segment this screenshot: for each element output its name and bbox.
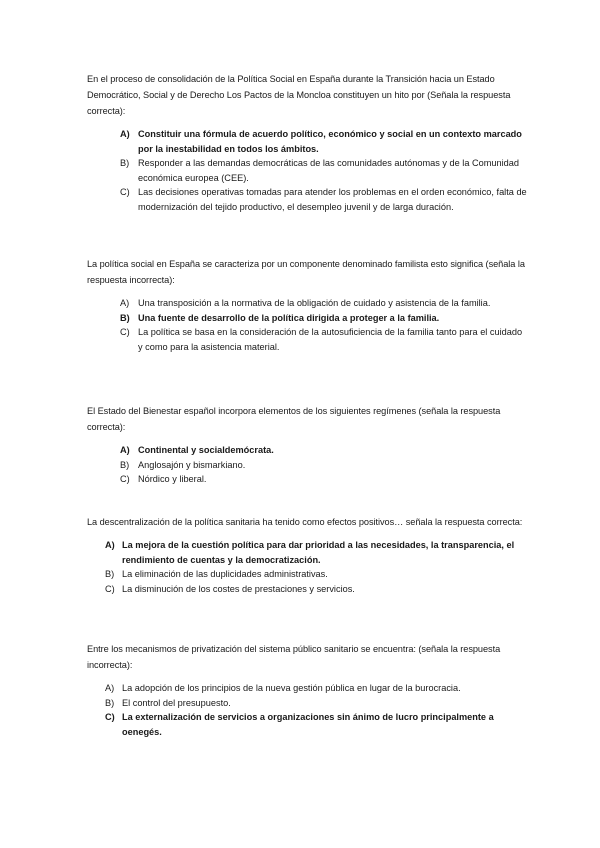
option-label: B) [120,459,130,470]
question-3-option-c[interactable] [87,472,527,487]
option-text: Constituir una fórmula de acuerdo político, económico y social en un contexto marcado por la inestabilidad en todos los ámbitos. [138,129,522,154]
question-2 [87,256,527,354]
question-2-options [87,296,527,354]
question-1-option-b[interactable] [87,156,527,185]
question-5 [87,641,527,739]
question-4-option-b[interactable] [87,567,527,582]
option-label: B) [105,697,115,708]
option-text: La política se basa en la consideración de la autosuficiencia de la familia tanto para el cuidado y como para la asistencia material. [138,327,523,352]
option-label: A) [105,683,115,693]
option-label: A) [120,445,130,455]
question-3-text: El Estado del Bienestar español incorpora elementos de los siguientes regímenes (señala la respuesta correcta): [87,406,501,432]
question-4-option-a[interactable] [87,538,527,567]
option-text: Continental y socialdemócrata. [138,445,274,455]
question-5-option-a[interactable] [87,681,527,696]
option-label: C) [120,327,130,338]
option-text: Una fuente de desarrollo de la política dirigida a proteger a la familia. [138,312,440,323]
question-2-option-c[interactable] [87,325,527,354]
option-text: Nórdico y liberal. [138,474,207,485]
option-label: C) [120,474,130,485]
question-2-text: La política social en España se caracteriza por un componente denominado familista esto significa (señala la respuesta incorrecta): [87,259,525,285]
option-label: C) [105,712,115,723]
option-text: Anglosajón y bismarkiano. [138,459,246,470]
question-2-option-a[interactable] [87,296,527,311]
question-2-option-b[interactable] [87,311,527,326]
option-label: A) [120,129,130,139]
question-1-option-a[interactable] [87,127,527,156]
option-label: C) [120,187,130,198]
option-text: El control del presupuesto. [122,697,231,708]
option-label: A) [120,298,130,308]
question-4-option-c[interactable] [87,582,527,597]
question-3-option-a[interactable] [87,443,527,458]
option-label: C) [105,583,115,594]
question-3-options [87,443,527,487]
question-3 [87,403,527,487]
question-1-option-c[interactable] [87,185,527,214]
question-1-options [87,127,527,215]
option-text: La disminución de los costes de prestaciones y servicios. [122,583,355,594]
option-text: Las decisiones operativas tomadas para atender los problemas en el orden económico, falta de modernización del tejido productivo, el desempleo juvenil y de larga duración. [138,187,527,212]
question-5-option-c[interactable] [87,710,527,739]
option-text: Una transposición a la normativa de la obligación de cuidado y asistencia de la familia. [138,298,491,308]
option-label: B) [105,569,115,580]
question-4 [87,514,527,596]
question-4-text: La descentralización de la política sanitaria ha tenido como efectos positivos… señala la respuesta correcta: [87,517,523,527]
question-5-text: Entre los mecanismos de privatización del sistema público sanitario se encuentra: (señala la respuesta incorrecta): [87,644,501,670]
question-5-options [87,681,527,739]
question-1-text: En el proceso de consolidación de la Política Social en España durante la Transición hacia un Estado Democrático, Social y de Derecho Los Pactos de la Moncloa constituyen un hito por (Señala la respuesta correcta): [87,74,511,116]
option-label: A) [105,540,115,550]
option-text: La externalización de servicios a organizaciones sin ánimo de lucro principalmente a oenegés. [122,712,494,737]
question-1 [87,71,527,215]
option-label: B) [120,312,130,323]
question-3-option-b[interactable] [87,458,527,473]
option-text: La mejora de la cuestión política para dar prioridad a las necesidades, la transparencia, el rendimiento de cuentas y la democratización. [122,540,515,565]
option-text: Responder a las demandas democráticas de las comunidades autónomas y de la Comunidad económica europea (CEE). [138,158,519,183]
question-4-options [87,538,527,596]
question-5-option-b[interactable] [87,696,527,711]
option-label: B) [120,158,130,169]
option-text: La adopción de los principios de la nueva gestión pública en lugar de la burocracia. [122,683,461,693]
option-text: La eliminación de las duplicidades administrativas. [122,569,328,580]
